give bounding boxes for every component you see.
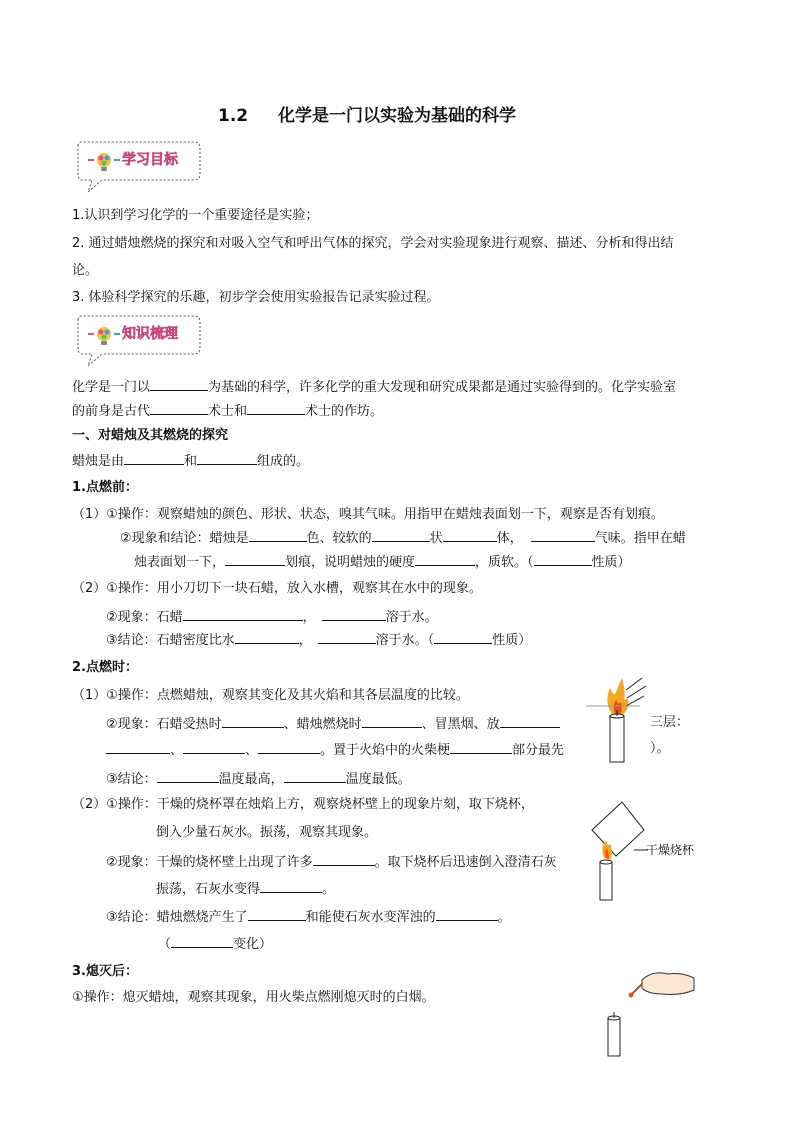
blank[interactable] [322,608,386,621]
blank[interactable] [531,529,595,542]
blank[interactable] [362,715,422,728]
subheading-after: 3.熄灭后： [72,964,138,979]
subheading-before: 1.点燃前： [72,480,138,495]
blank[interactable] [436,908,498,921]
goal-item: 2. 通过蜡烛燃烧的探究和对吸入空气和呼出气体的探究，学会对实验现象进行观察、描述、分析和得出结 [72,236,674,251]
intro-line-1: 化学是一门以 为基础的科学，许多化学的重大发现和研究成果都是通过实验得到的。化学实验室 [72,380,677,395]
during-s1-phenomenon-2: 、 、 。置于火焰中的火柴梗 部分最先 [106,741,564,759]
before-s1-phenomenon-2: 烛表面划一下， 划痕，说明蜡烛的硬度 ，质软。（ 性质） [134,555,631,570]
blank[interactable] [534,553,592,566]
before-s1-phenomenon: ②现象和结论：蜡烛是 色、较软的 状 体， 气味。指甲在蜡 [120,531,686,546]
blank[interactable] [249,529,307,542]
blank[interactable] [197,452,257,465]
blank[interactable] [247,402,305,415]
after-operation: ①操作：熄灭蜡烛，观察其现象，用火柴点燃刚熄灭时的白烟。 [72,990,435,1005]
blank[interactable] [450,741,512,754]
blank[interactable] [260,880,322,893]
during-s2-operation-2: 倒入少量石灰水。振荡，观察其现象。 [156,825,378,840]
blank[interactable] [150,402,208,415]
learning-goals-label: 学习目标 [122,152,178,168]
blank[interactable] [171,935,233,948]
blank[interactable] [258,741,320,754]
during-s1-operation: （1）①操作：点燃蜡烛，观察其变化及其火焰和其各层温度的比较。 [72,688,469,703]
blank[interactable] [225,553,285,566]
candle-flame-figure [586,676,650,770]
during-s1-conclusion: ③结论： 温度最高， 温度最低。 [106,772,411,787]
during-s1-tail: ）。 [650,741,670,756]
before-s2-phenomenon: ②现象：石蜡 ， 溶于水。 [106,610,438,625]
learning-goals-badge [72,140,204,198]
during-s1-layers-label: 三层： [650,715,690,730]
blank[interactable] [183,741,245,754]
before-s2-operation: （2）①操作：用小刀切下一块石蜡，放入水槽，观察其在水中的现象。 [72,581,482,596]
during-s2-operation: （2）①操作：干燥的烧杯罩在烛焰上方，观察烧杯壁上的现象片刻，取下烧杯， [72,797,534,812]
section-heading: 一、对蜡烛及其燃烧的探究 [72,428,229,443]
blank[interactable] [500,715,560,728]
during-s2-conclusion-2: （ 变化） [158,937,273,952]
blank[interactable] [150,378,208,391]
intro-line-2: 的前身是古代 术士和 术士的作坊。 [72,404,384,419]
during-s1-phenomenon: ②现象：石蜡受热时 、蜡烛燃烧时 、冒黑烟、放 [106,715,560,733]
during-s2-phenomenon: ②现象：干燥的烧杯壁上出现了许多 。取下烧杯后迅速倒入澄清石灰 [106,855,557,870]
blank[interactable] [106,741,170,754]
goal-item: 1.认识到学习化学的一个重要途径是实验； [72,208,319,223]
before-s2-conclusion: ③结论：石蜡密度比水 ， 溶于水。（ 性质） [106,633,532,648]
page-title: 化学是一门以实验为基础的科学 [278,106,516,126]
blank[interactable] [318,631,376,644]
subheading-during: 2.点燃时： [72,660,138,675]
during-s2-phenomenon-2: 振荡，石灰水变得 。 [156,882,336,897]
composition-line: 蜡烛是由 和 组成的。 [72,454,310,469]
during-s2-conclusion: ③结论：蜡烛燃烧产生了 和能使石灰水变浑浊的 。 [106,910,511,925]
knowledge-label: 知识梳理 [122,326,178,342]
beaker-label: 干燥烧杯 [646,843,695,857]
blank[interactable] [415,553,475,566]
blank[interactable] [235,631,299,644]
goal-item: 论。 [72,263,99,278]
blank[interactable] [434,631,492,644]
blank[interactable] [443,529,497,542]
blank[interactable] [157,770,219,783]
before-s1-operation: （1）①操作：观察蜡烛的颜色、形状、状态，嗅其气味。用指甲在蜡烛表面划一下，观察是否有划痕。 [72,507,664,522]
blank[interactable] [183,608,303,621]
blank[interactable] [222,715,284,728]
blank[interactable] [124,452,184,465]
knowledge-badge [72,314,204,372]
blank[interactable] [372,529,430,542]
blank[interactable] [284,770,346,783]
blank[interactable] [248,908,306,921]
page-title-number: 1.2 [218,106,249,126]
blank[interactable] [313,853,375,866]
goal-item: 3. 体验科学探究的乐趣，初步学会使用实验报告记录实验过程。 [72,290,440,305]
extinguished-candle-figure [602,966,698,1062]
